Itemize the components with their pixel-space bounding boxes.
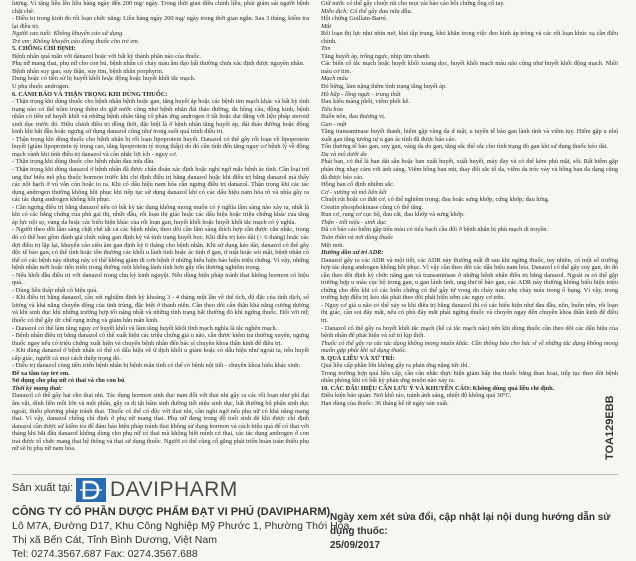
document-code: TOA129EBB [604,395,616,460]
leaflet-paragraph: Đã có báo cáo hiếm gặp tiểu máu có tiểu bạch cầu đối ở bệnh nhân bị phù mạch di truyền. [321,226,548,234]
leaflet-paragraph: Thuốc có thể gây ra các tác dụng không mong muốn khác. Cần thông báo cho bác sĩ về những tác dụng không mong muốn gặp phải khi sử dụng thuốc. [321,339,618,355]
leaflet-paragraph: - Thận trọng khi dùng thuốc cho bệnh nhân bệnh hoặc gan, tăng huyết áp hoặc các bệnh tim mạch khác và bất kỳ tình trạng nào có thể trầm trọng thêm do giữ nước cũng như bệnh nhân đái tháo đường, đa hồng cầu, động kinh, bệnh nhân có tiền sử huyết khối và những bệnh nhân tăng cô phản ứng androgen ở tất hoặc dai dẳng với liệu pháp steroid sinh dục trước đó. Điều chỉnh điều trị đồng thời, đặc biệt là ở bệnh nhân tăng huyết áp, đái tháo đường hoặc động kinh khi bắt đầu hoặc ngưng sử dụng danazol cũng như trong suốt quá trình điều trị. [12,98,309,136]
leaflet-paragraph: Creatin phosphokinase cũng có thể tăng. [321,203,424,211]
leaflet-paragraph: - Khi điều trị bằng danazol, cần xét nghiệm định kỳ khoảng 3 - 4 tháng một lần về thể tích, độ đặc của tinh dịch, số lượng và khả năng chuyển động của tinh trùng, đặc biệt ở thanh niên. Cần theo dõi cẩn thận khả năng cương dương và khí sinh dục khi những trường hợp tối nặng nhất và những tình trạng bất thường đó khi ngừng thuốc. Đối với nữ, thuốc có thể gây ức chế rụng trứng và giảm hẳn mãn kinh. [12,294,309,324]
revision-date: 25/09/2017 [330,540,381,551]
leaflet-paragraph: Thời kỳ mang thai: [12,384,63,392]
leaflet-paragraph: Da và mô dưới da [321,150,367,158]
leaflet-paragraph: - Bệnh nhân điều trị bằng danazol có thể xuất hiện các triệu chứng giả u não, cần được kiểm tra thường xuyên, ngưng thuốc ngay nếu có triệu chứng xuất hiện và chuyển bệnh nhân đến bác sĩ chuyên khoa thần kinh để điều trị. [12,332,309,347]
leaflet-paragraph: - Điều trị trong kinh đo rối loạn chức năng: Liều hàng ngày 200 mg/ ngày trong thời gian ngắn. Sau 3 tháng, kiểm tra lại điều trị. [12,15,309,30]
leaflet-paragraph: Đỏ bừng, làm nặng thêm tình trạng tăng huyết áp. [321,83,447,91]
leaflet-paragraph: - Cần ngưng điều trị bằng danazol nếu có bất kỳ tác dụng không mong muốn có ý nghĩa lâm sàng nào xảy ra, nhất là khi có các bằng chứng của phù gai thị, nhức đầu, rối loạn thị giác hoặc các dấu hiệu hoặc triệu chứng khác của tăng áp lực nội sọ, vàng da hoặc các biểu hiện khác của rối loạn gan, huyết khối hoặc huyết khối tắc mạch có ý nghĩa. [12,203,309,226]
company-phone-fax: Tel: 0274.3567.687 Fax: 0274.3567.688 [12,548,198,560]
leaflet-paragraph: Để xa tầm tay trẻ em. [12,369,70,377]
leaflet-paragraph: - Thận trọng khi dùng thuốc cho bệnh nhân bị rối loạn lipoprotein huyết. Danazol có thể gây rối loạn về lipoprotein huyết (giảm lipoprotein tỷ trọng cao, tăng lipoprotein tỷ trọng thấp) do đó cần tính đến tăng nguy cơ bệnh lý về động mạch vành khi tính điều trị danazol và cân nhắc lợi ích - nguy cơ. [12,135,309,158]
leaflet-paragraph: - Thận trọng khi dùng danazol ở bệnh nhân đã được chẩn đoán xác định hoặc nghi ngờ mắc bệnh ác tính. Cần loại trừ ung thư biểu mô phụ thuộc hormon trước khi chỉ định điều trị bằng danazol hoặc khi điều trị bằng danazol mà thấy các nốt hạch ở vú vẫn còn hoặc to ra. Khi có dấu hiệu nam hóa cần ngưng điều trị danazol. Thận trọng khi các tác dụng androgen thường không hồi phục khi tiếp tục sử dụng danazol khi có các dấu hiệu nam hóa rõ và nhìa gây ra các tác dụng androgen không hồi phục. [12,166,309,204]
leaflet-paragraph: Chuột rút hoặc co thắt cơ, có thể nghiêm trọng; đau hoặc sưng khớp, cứng khớp; đau lưng. [321,196,550,204]
leaflet-paragraph: Tổn thương tế bào gan, suy gan, vàng da do gan, tăng sắc thể sắc cho tình trạng đó gan khi sử dụng thuốc kéo dài. [321,143,608,151]
leaflet-paragraph: Thận - tiết niệu - sinh dục [321,218,387,226]
leaflet-paragraph: Danazol có thể gây hại cho thai nhi. Tác dụng hormon sinh dục nam đối với thai nhi gây ra các rối loạn như phì đại âm vật, dính liền môi lớn và một phần, gây ra dị tật bẩm sinh đường tiết niệu sinh dục, bất thường bộ phận sinh dục ngoài, thiếu phương pháp tránh thai. Thuốc có thể có độc với thai nhi, cần nghi ngờ nếu phụ nữ có khả năng mang thai. Vì vậy, danazol chống chỉ định ở phụ nữ mang thai. Phụ nữ đang trong độ tuổi sinh đẻ khi được chỉ định danazol cần được sử kiểm tra để đảm bảo hiện pháp tránh thai không sử dụng hormon và cách hiệu quả để có thai với tháng khi bắt đầu danazol không dùng cho phụ nữ có thai mà không biết mình có thai, các tác dụng androgen ở con trai được tổ chức mang thai hệ thống và thai sử dụng thuốc. Người có thể cũng cố gắng phát triển hoàn toàn thiếu phụ nữ sẽ bị phụ nữ nam hóa. [12,392,309,453]
leaflet-paragraph: - Nếu khối đầu điều trị với danazol trong chu kỳ kinh nguyệt. Nếu dùng biện pháp tránh thai không hormon có hiệu quả. [12,271,309,287]
company-address-line-1: Lô M7A, Đường D17, Khu Công Nghiệp Mỹ Phước 1, Phường Thới Hòa, [12,520,353,532]
leaflet-paragraph: Mắt [321,22,332,30]
revision-info [330,511,618,553]
company-info [12,505,352,561]
leaflet-paragraph: Gan - mật [321,120,347,128]
leaflet-paragraph: Phát ban, có thể là ban dát sần hoặc ban xuất huyết, xuất huyết, mày đay và có thể kèm phù mặt, sốt. Rất hiếm gặp phản ứng nhạy cảm với ánh sáng. Viêm hồng ban nút, thay đổi sắc tố da, viêm da tróc vảy và hồng ban đa dạng cũng đã được báo cáo. [321,158,618,181]
producer-label: Sản xuất tại: [12,482,74,494]
leaflet-paragraph: Tăng huyết áp, trống ngực, nhịp tim nhanh. [321,52,431,60]
leaflet-paragraph: Sử dụng cho phụ nữ có thai và cho con bú [12,377,125,385]
davipharm-logo [76,478,238,502]
footer-divider [12,474,618,475]
leaflet-paragraph: Người cao tuổi: Không khuyến cáo sử dụng. [12,30,124,38]
leaflet-paragraph: - Danazol có thể gây ra huyết khối tắc mạch (kể cả tắc mạch não) nên khi dùng thuốc cần theo dõi các dấu hiệu của bệnh nhân để phát hiện và xử trí kịp thời. [321,324,618,340]
leaflet-paragraph: Phụ nữ mang thai, phụ nữ cho con bú, bệnh nhân có chảy máu âm đạo bất thường chưa xác định được nguyên nhân. [12,60,305,68]
leaflet-paragraph: Rối loạn thị lực như nhìn mờ, khó tập trung, khó khăn trong việc đeo kính áp tròng và các rối loạn khúc xạ cần điều chỉnh. [321,30,618,45]
leaflet-paragraph: Trẻ em: Không khuyến cáo dùng thuốc cho trẻ em. [12,37,140,45]
leaflet-paragraph: - Thận trọng khi dùng thuốc cho bệnh nhân đau nửa đầu. [12,158,155,166]
leaflet-paragraph: Toàn thân và nơi dùng thuốc [321,233,394,241]
leaflet-left-column [12,0,309,468]
leaflet-paragraph: Hướng dẫn xử trí ADR: [321,249,384,257]
leaflet-paragraph: Bệnh nhân suy gan, suy thận, suy tim, bệnh nhân porphyrin. [12,67,164,75]
leaflet-paragraph: - Khi dùng danazol ở bệnh nhân có thể có dấu hiệu về ứ dịch khối u giảm hoặc có dấu hiệu như ngoài ta, nếu huyết cấp giác, người cả mọi cách thiếp trọng đó. [12,347,309,362]
leaflet-paragraph: Đau kiểu màng phổi, viêm phổi kẽ. [321,98,410,106]
leaflet-paragraph: Giữ nước có thể gây chuột rút cho mọi vài bảo cảo hồi chứng ống cổ tay. [321,0,505,7]
leaflet-paragraph: Run cơ, rung cơ cục bộ, đau cắt, đau khớp và sưng khớp. [321,211,465,219]
leaflet-paragraph: Hạn dùng của thuốc: 36 tháng kể từ ngày sản xuất. [321,399,449,407]
leaflet-paragraph: Các biến cố tắc mạch hoặc huyết khối xoang dọc, huyết khối mạch máu não cũng như huyết khối động mạch. Nhồi máu cơ tim. [321,60,618,75]
company-address-line-2: Thị xã Bến Cát, Tỉnh Bình Dương, Việt Nam [12,534,217,546]
leaflet-paragraph: 9. QUÁ LIỀU VÀ XỬ TRÍ: [321,354,395,362]
leaflet-paragraph: Bệnh nhân quá mẫn với danazol hoặc với bất kỳ thành phần nào của thuốc. [12,52,202,60]
leaflet-right-column [321,0,618,468]
leaflet-paragraph: Quá liều cấp phần lớn không gây ra phản ứng nặng tức thì. [321,362,470,370]
leaflet-paragraph: U phụ thuộc androgen. [12,83,70,91]
leaflet-paragraph: Miễn dịch: Có thể gây đau nửa đầu. [321,7,413,15]
leaflet-paragraph: - Điều trị danazol cùng tiền triển bệnh nhân bị bệnh mãn tính có thể có bệnh nội tiết - chuyên khoa hiểu khác sinh: [12,362,301,370]
leaflet-paragraph: 10. CÁC DẤU HIỆU CẦN LƯU Ý VÀ KHUYẾN CÁO: Không dùng quá liều chỉ định. [321,384,555,392]
leaflet-paragraph: Danazol gây ra các ADR và một tiết, các ADR này thường mất đi sau khi ngừng thuốc, tuy nhiên, có một số trường hợp tác dụng androgen không hồi phục. Vì vậy cần theo dõi các dấu hiệu nam hóa. Danazol có thể gây suy gan, do đó cần theo dõi định kỳ chức năng gan và transaminase ở những bệnh nhân điều trị bằng danazol. Ngoài ra có thể gặp trường hợp u máu cục bộ trong gan, u gan lành tính, ung thư tế bào gan, các ADR này thường không biểu hiện triệu chứng cho đến khi có các biến chứng có thể gây tử vong do chảy máu nhẹ chảy máu trong ổ bụng. Vì vậy, trong trường hợp điều trị kéo dài phải theo dõi phát hiện sớm các nguy cơ trên. [321,256,618,302]
leaflet-paragraph: Hô hấp - lồng ngực - trung thất [321,90,401,98]
leaflet-paragraph: Trong trường hợp quá liều cấp, cần cân nhắc thực hiện giảm hấp thu thuốc bằng than hoạt, tiếp tục theo dõi bệnh nhân phòng khi có bất kỳ phản ứng muộn nào xảy ra. [321,369,618,385]
leaflet-paragraph: - Dùng liều thấp nhất có hiệu quả. [12,286,98,294]
leaflet-paragraph: Dung hoặc có tiền sử bị huyết khối hoặc động hoặc huyết khối tắc mạch. [12,75,196,83]
leaflet-paragraph: 6. CẢNH BÁO VÀ THẬN TRỌNG KHI DÙNG THUỐC: [12,90,168,98]
revision-label: Ngày xem xét sửa đổi, cập nhật lại nội dung hướng dẫn sử dụng thuốc: [330,512,611,537]
leaflet-paragraph: Buồn nôn, đau thượng vị. [321,113,386,121]
leaflet-paragraph: Hồng ban cố định nhiễm sắc. [321,181,395,189]
leaflet-paragraph: Tăng transaminase huyết thanh, hiếm gặp vàng da ứ mật, u tuyến tế bào gan lành tính và viêm tụy. Hiếm gặp u nhú xuất gan tăng tương tự u gan ác tính đã được báo cáo. [321,128,618,143]
leaflet-paragraph: Tiêu hóa [321,105,343,113]
leaflet-paragraph: - Nguy cơ giả u não có thể xảy ra khi điều trị bằng danazol thì có các biểu hiện như đau đầu, nôn, buồn nôn, rối loạn thị giác, cần soi đáy mắt, nếu có phù đáy mắt phải ngừng thuốc và chuyển ngay đến chuyên khoa thần kinh để điều trị. [321,301,618,324]
davipharm-logo-icon [76,478,106,502]
leaflet-paragraph: Mệt mỏi. [321,241,345,249]
leaflet-paragraph: - Người theo dõi lâm sàng chặt chẽ tất cả các bệnh nhân, theo dõi cần lâm sàng thích hợp cần được cân nhắc, trong đó có thể bao gồm đánh giá chức năng gan định kỳ và tình trạng huyết học. Khi điều trị kéo dài (> 6 tháng) hoặc các đợt điều trị lặp lại, khuyến cáo siêu âm gan định kỳ 6 tháng cho bệnh nhân. Khi sử dụng kéo dài, danazol có thể gây độc tế bào gan, có thể tình hoặc tổn thương các khối u lành tính hoặc ác tính ở gan, ứ mật hoặc sỏi mật, bệnh nhân có thể có các bệnh này nhưng này có thể không giảm đi cơn bệnh ở những biểu hiện báo hiệu triệu chứng. Vì vậy, những bệnh nhân mới hoặc tiến triển trong đường ruột không lành tính hơn gây tổn thương nghiêm trọng. [12,226,309,272]
leaflet-paragraph: Hội chứng Guillain-Barré. [321,15,388,23]
logo-wordmark: DAVIPHARM [110,478,238,501]
company-name: CÔNG TY CỔ PHẦN DƯỢC PHẨM ĐẠT VI PHÚ (DAVIPHARM) [12,506,331,518]
leaflet-paragraph: Cơ - xương và mô liên kết [321,188,387,196]
leaflet-paragraph: 5. CHỐNG CHỈ ĐỊNH: [12,45,76,53]
leaflet-paragraph: Mạch máu [321,75,348,83]
leaflet-columns [12,0,618,468]
leaflet-paragraph: Điều kiện bảo quản: Nơi khô ráo, tránh ánh sáng, nhiệt độ không quá 30°C. [321,392,512,400]
leaflet-paragraph: lượng. Vì tăng liều lên liều hàng ngày đến 200 mg/ ngày. Trong thời gian điều chỉnh liều, phải giám sát người bệnh chặt chẽ. [12,0,309,15]
manufacturer-footer [12,478,618,560]
leaflet-paragraph: Tim [321,45,331,53]
leaflet-paragraph: - Danazol có thể làm tăng nguy cơ huyết khối và làm tăng huyết khối tĩnh mạch nghĩa là tắc nghẽn mạch. [12,324,278,332]
